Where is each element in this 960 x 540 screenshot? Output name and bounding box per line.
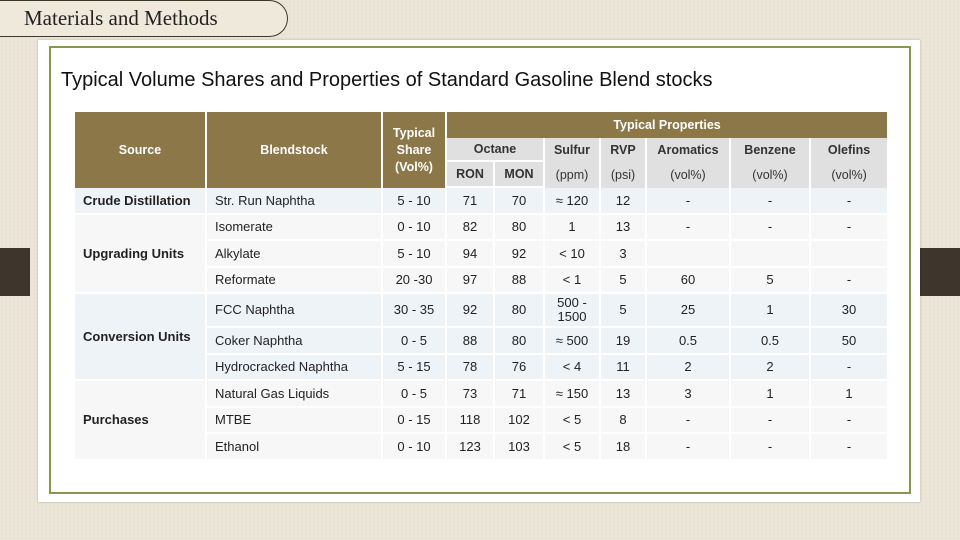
sulfur-cell: ≈ 500 <box>545 328 601 355</box>
sulfur-cell: ≈ 150 <box>545 381 601 408</box>
sulfur-cell: < 4 <box>545 355 601 382</box>
header-rvp-unit: (psi) <box>601 162 647 188</box>
mon-cell: 80 <box>495 215 545 242</box>
sulfur-cell: ≈ 120 <box>545 188 601 215</box>
header-typical-share-text: Typical Share (Vol%) <box>392 125 436 174</box>
rvp-cell: 8 <box>601 408 647 435</box>
rvp-cell: 19 <box>601 328 647 355</box>
olefins-cell: - <box>811 188 889 215</box>
mon-cell: 70 <box>495 188 545 215</box>
aromatics-cell: - <box>647 215 731 242</box>
rvp-cell: 11 <box>601 355 647 382</box>
ron-cell: 92 <box>447 294 495 328</box>
olefins-cell: - <box>811 215 889 242</box>
header-aromatics: Aromatics <box>647 138 731 162</box>
source-cell: Purchases <box>75 381 207 461</box>
benzene-cell <box>731 241 811 268</box>
section-title-badge <box>0 0 288 37</box>
header-blendstock: Blendstock <box>207 112 383 188</box>
header-mon: MON <box>495 162 545 188</box>
header-typical-properties: Typical Properties <box>447 112 889 138</box>
blendstock-cell: Coker Naphtha <box>207 328 383 355</box>
share-cell: 0 - 5 <box>383 381 447 408</box>
header-olefins: Olefins <box>811 138 889 162</box>
sulfur-cell: < 1 <box>545 268 601 295</box>
header-benzene: Benzene <box>731 138 811 162</box>
header-aromatics-unit: (vol%) <box>647 162 731 188</box>
olefins-cell <box>811 241 889 268</box>
rvp-cell: 12 <box>601 188 647 215</box>
benzene-cell: - <box>731 408 811 435</box>
mon-cell: 92 <box>495 241 545 268</box>
mon-cell: 71 <box>495 381 545 408</box>
rvp-cell: 3 <box>601 241 647 268</box>
share-cell: 0 - 10 <box>383 215 447 242</box>
header-ron: RON <box>447 162 495 188</box>
aromatics-cell: 2 <box>647 355 731 382</box>
aromatics-cell <box>647 241 731 268</box>
mon-cell: 88 <box>495 268 545 295</box>
olefins-cell: - <box>811 408 889 435</box>
blendstock-cell: FCC Naphtha <box>207 294 383 328</box>
ron-cell: 123 <box>447 434 495 461</box>
benzene-cell: 1 <box>731 294 811 328</box>
blendstock-cell: Ethanol <box>207 434 383 461</box>
mon-cell: 80 <box>495 294 545 328</box>
ron-cell: 88 <box>447 328 495 355</box>
mon-cell: 76 <box>495 355 545 382</box>
share-cell: 30 - 35 <box>383 294 447 328</box>
ron-cell: 71 <box>447 188 495 215</box>
rvp-cell: 5 <box>601 268 647 295</box>
share-cell: 5 - 15 <box>383 355 447 382</box>
header-sulfur: Sulfur <box>545 138 601 162</box>
ron-cell: 82 <box>447 215 495 242</box>
ron-cell: 94 <box>447 241 495 268</box>
sulfur-value: 500 - 1500 <box>557 295 587 324</box>
header-benzene-unit: (vol%) <box>731 162 811 188</box>
ron-cell: 118 <box>447 408 495 435</box>
table-row <box>75 294 889 328</box>
mon-cell: 103 <box>495 434 545 461</box>
rvp-cell: 5 <box>601 294 647 328</box>
blendstock-cell: Reformate <box>207 268 383 295</box>
table-row <box>75 215 889 242</box>
header-octane: Octane <box>447 138 545 162</box>
mon-cell: 102 <box>495 408 545 435</box>
blendstock-cell: MTBE <box>207 408 383 435</box>
benzene-cell: 0.5 <box>731 328 811 355</box>
source-cell: Conversion Units <box>75 294 207 381</box>
table-row <box>75 188 889 215</box>
aromatics-cell: 3 <box>647 381 731 408</box>
aromatics-cell: 60 <box>647 268 731 295</box>
ron-cell: 78 <box>447 355 495 382</box>
aromatics-cell: 25 <box>647 294 731 328</box>
olefins-cell: 30 <box>811 294 889 328</box>
header-source: Source <box>75 112 207 188</box>
sulfur-cell: < 5 <box>545 408 601 435</box>
share-cell: 0 - 15 <box>383 408 447 435</box>
blendstock-table <box>75 112 889 461</box>
header-sulfur-unit: (ppm) <box>545 162 601 188</box>
aromatics-cell: 0.5 <box>647 328 731 355</box>
sulfur-cell: < 5 <box>545 434 601 461</box>
rvp-cell: 13 <box>601 215 647 242</box>
left-side-tab <box>0 248 30 296</box>
blendstock-cell: Isomerate <box>207 215 383 242</box>
rvp-cell: 18 <box>601 434 647 461</box>
blendstock-cell: Hydrocracked Naphtha <box>207 355 383 382</box>
blendstock-cell: Alkylate <box>207 241 383 268</box>
header-olefins-unit: (vol%) <box>811 162 889 188</box>
blendstock-cell: Str. Run Naphtha <box>207 188 383 215</box>
olefins-cell: - <box>811 268 889 295</box>
ron-cell: 97 <box>447 268 495 295</box>
olefins-cell: 1 <box>811 381 889 408</box>
benzene-cell: 5 <box>731 268 811 295</box>
olefins-cell: 50 <box>811 328 889 355</box>
benzene-cell: 1 <box>731 381 811 408</box>
sulfur-cell: < 10 <box>545 241 601 268</box>
table-row <box>75 381 889 408</box>
rvp-cell: 13 <box>601 381 647 408</box>
header-rvp: RVP <box>601 138 647 162</box>
blendstock-cell: Natural Gas Liquids <box>207 381 383 408</box>
source-cell: Upgrading Units <box>75 215 207 295</box>
olefins-cell: - <box>811 434 889 461</box>
share-cell: 5 - 10 <box>383 188 447 215</box>
benzene-cell: - <box>731 215 811 242</box>
sulfur-cell: 1 <box>545 215 601 242</box>
ron-cell: 73 <box>447 381 495 408</box>
share-cell: 20 -30 <box>383 268 447 295</box>
share-cell: 0 - 10 <box>383 434 447 461</box>
aromatics-cell: - <box>647 188 731 215</box>
section-title: Materials and Methods <box>24 6 218 30</box>
blendstock-table-container <box>75 112 887 461</box>
benzene-cell: - <box>731 434 811 461</box>
mon-cell: 80 <box>495 328 545 355</box>
slide-title: Typical Volume Shares and Properties of Standard Gasoline Blend stocks <box>61 69 713 91</box>
aromatics-cell: - <box>647 408 731 435</box>
share-cell: 5 - 10 <box>383 241 447 268</box>
benzene-cell: - <box>731 188 811 215</box>
benzene-cell: 2 <box>731 355 811 382</box>
header-typical-share <box>383 112 447 188</box>
olefins-cell: - <box>811 355 889 382</box>
source-cell: Crude Distillation <box>75 188 207 215</box>
share-cell: 0 - 5 <box>383 328 447 355</box>
aromatics-cell: - <box>647 434 731 461</box>
sulfur-cell <box>545 294 601 328</box>
